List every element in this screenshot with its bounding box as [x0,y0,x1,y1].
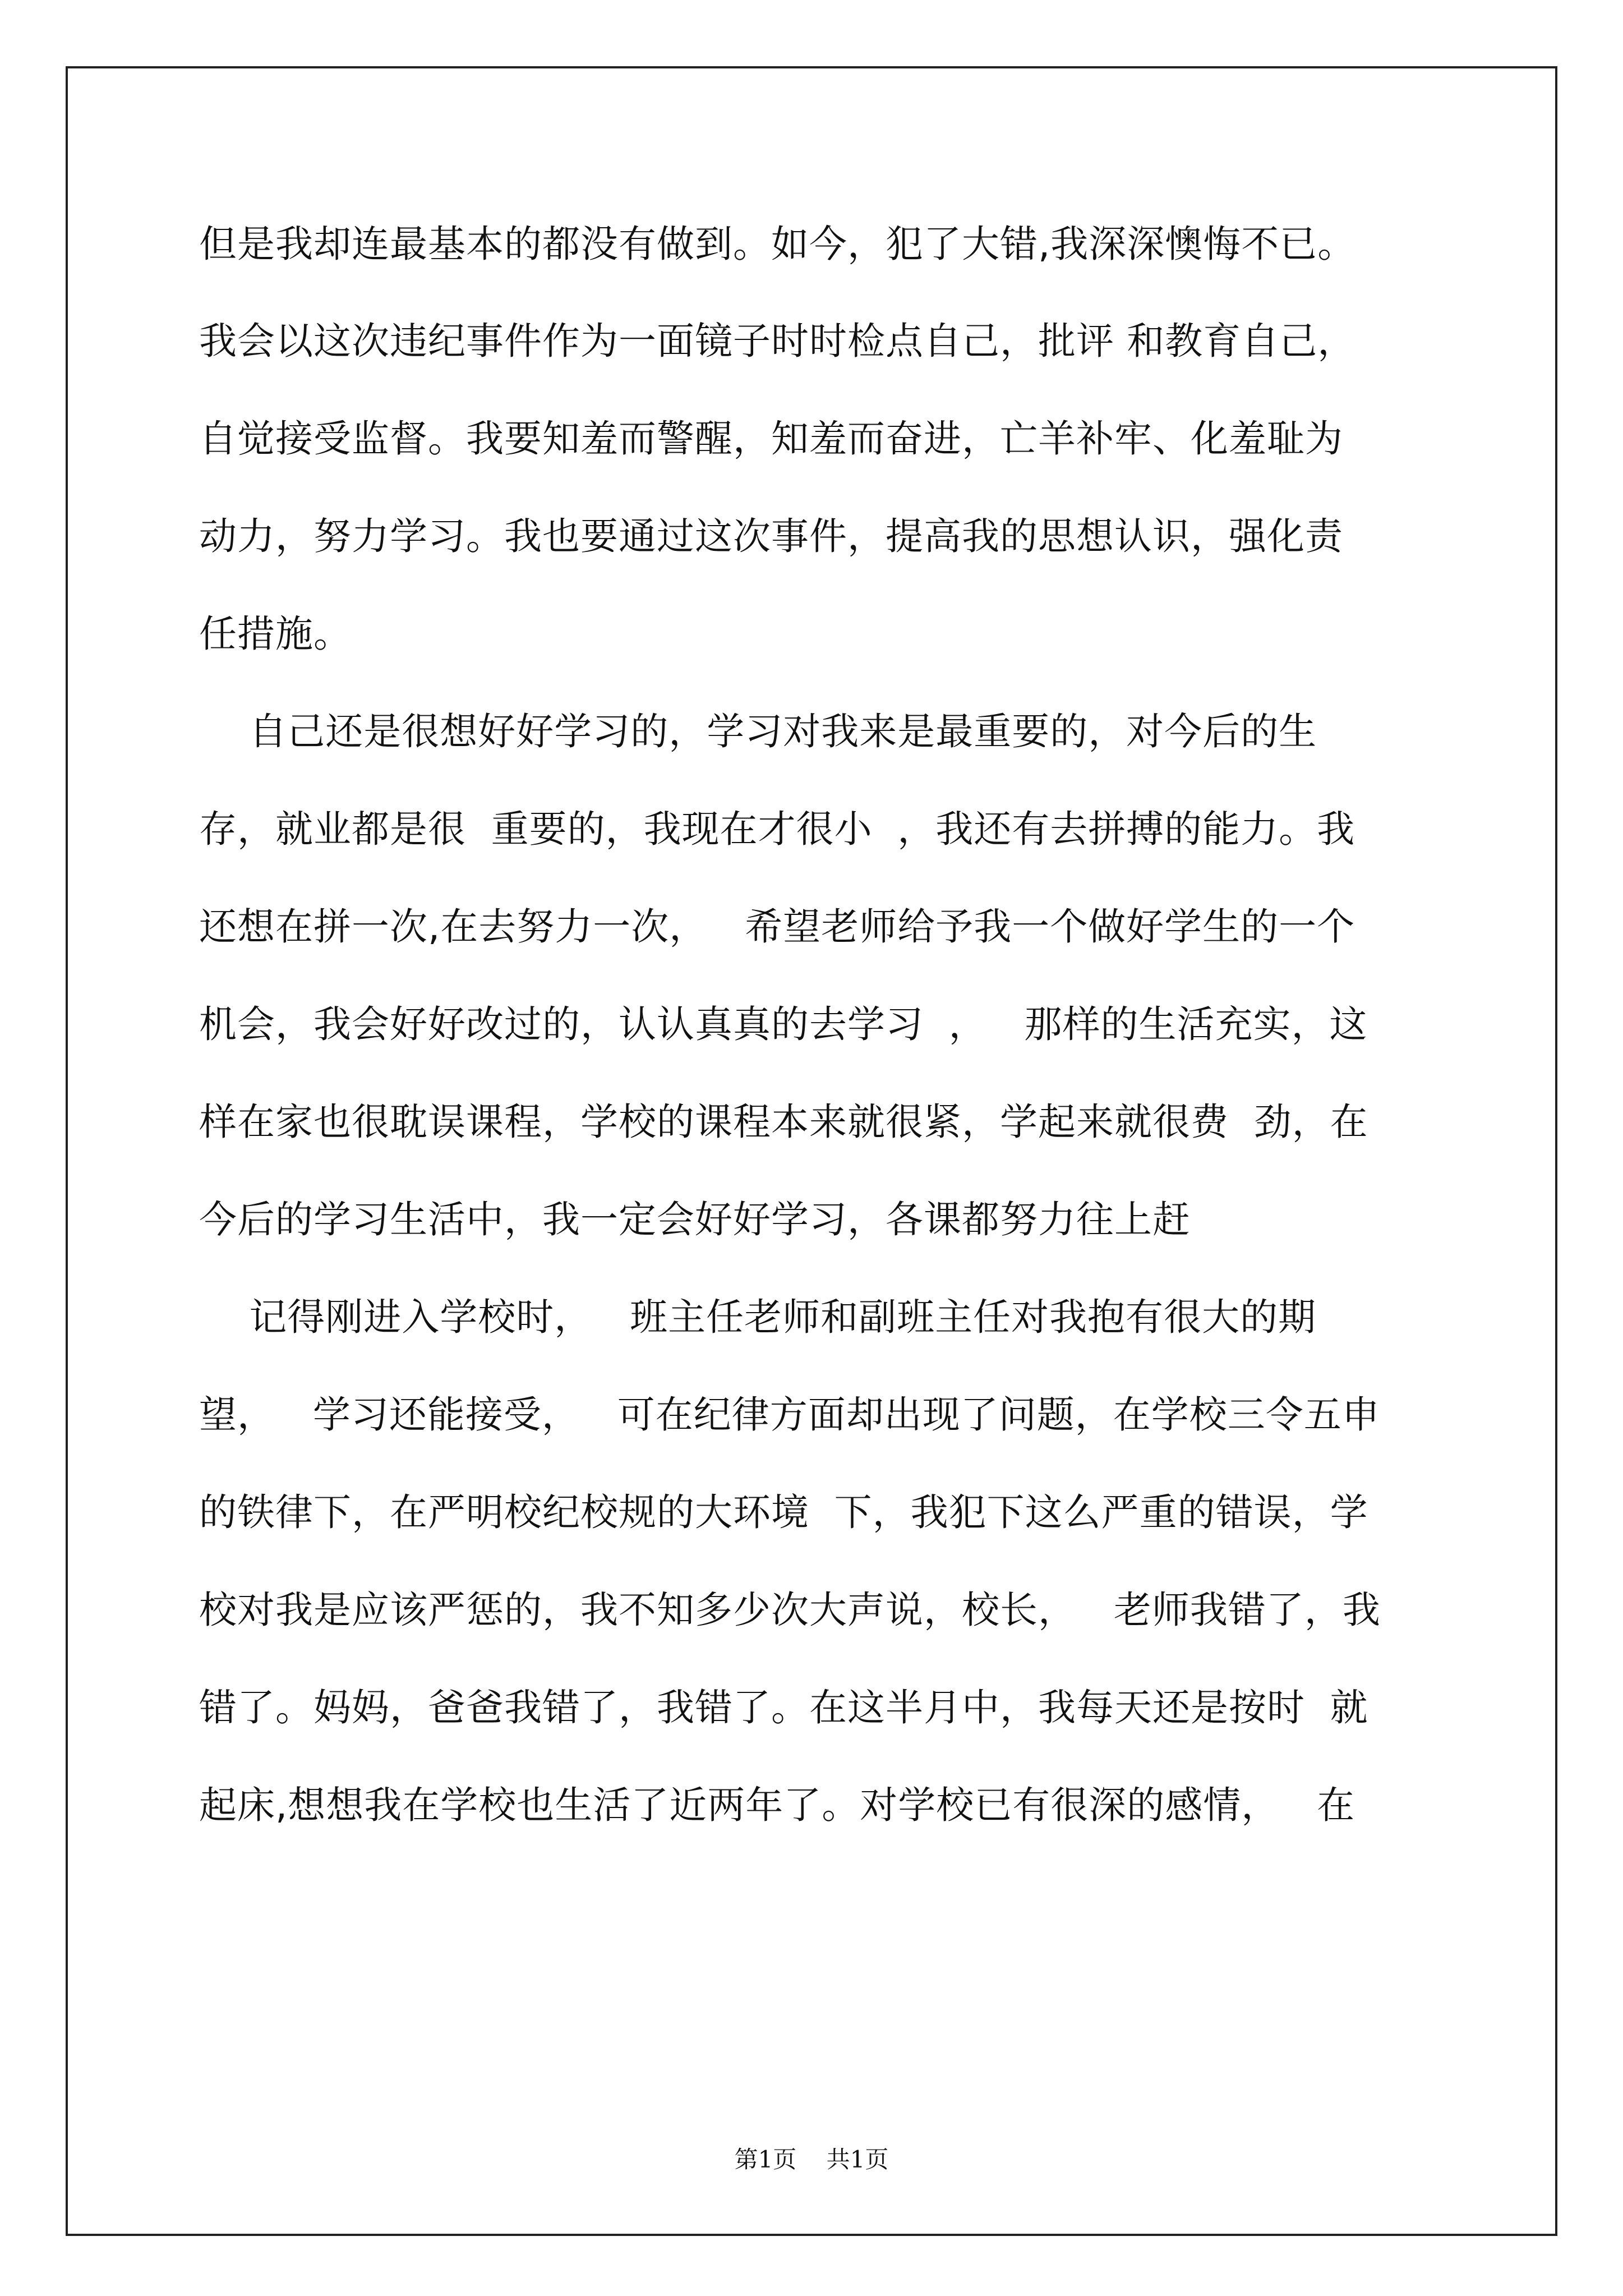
page-number: 第1页 共1页 [734,2146,889,2173]
text-line: 还想在拼一次,在去努力一次， 希望老师给予我一个做好学生的一个 [199,905,1355,949]
text-line: 任措施。 [199,612,352,656]
text-line: 校对我是应该严惩的，我不知多少次大声说，校长， 老师我错了，我 [199,1588,1381,1632]
page-border [66,66,1557,2236]
text-line: 存，就业都是很 重要的，我现在才很小 ，我还有去拼搏的能力。我 [199,807,1355,851]
text-line: 今后的学习生活中，我一定会好好学习，各课都努力往上赶 [199,1198,1191,1241]
text-line: 我会以这次违纪事件作为一面镜子时时检点自己，批评 和教育自己， [199,319,1356,363]
text-line: 机会，我会好好改过的，认认真真的去学习 ， 那样的生活充实，这 [199,1002,1368,1046]
text-line: 动力，努力学习。我也要通过这次事件，提高我的思想认识，强化责 [199,514,1343,558]
text-line: 样在家也很耽误课程，学校的课程本来就很紧，学起来就很费 劲，在 [199,1100,1368,1144]
text-line: 记得刚进入学校时， 班主任老师和副班主任对我抱有很大的期 [199,1295,1317,1339]
text-line: 起床,想想我在学校也生活了近两年了。对学校已有很深的感情， 在 [199,1783,1355,1827]
page-footer [0,2146,1623,2174]
text-line: 的铁律下，在严明校纪校规的大环境 下，我犯下这么严重的错误，学 [199,1490,1368,1534]
text-line: 但是我却连最基本的都没有做到。如今，犯了大错,我深深懊悔不已。 [199,222,1356,266]
text-line: 自己还是很想好好学习的，学习对我来是最重要的，对今后的生 [199,710,1317,753]
text-line: 错了。妈妈，爸爸我错了，我错了。在这半月中，我每天还是按时 就 [199,1686,1368,1729]
text-line: 望， 学习还能接受， 可在纪律方面却出现了问题，在学校三令五申 [199,1393,1380,1437]
text-line: 自觉接受监督。我要知羞而警醒，知羞而奋进，亡羊补牢、化羞耻为 [199,417,1343,461]
